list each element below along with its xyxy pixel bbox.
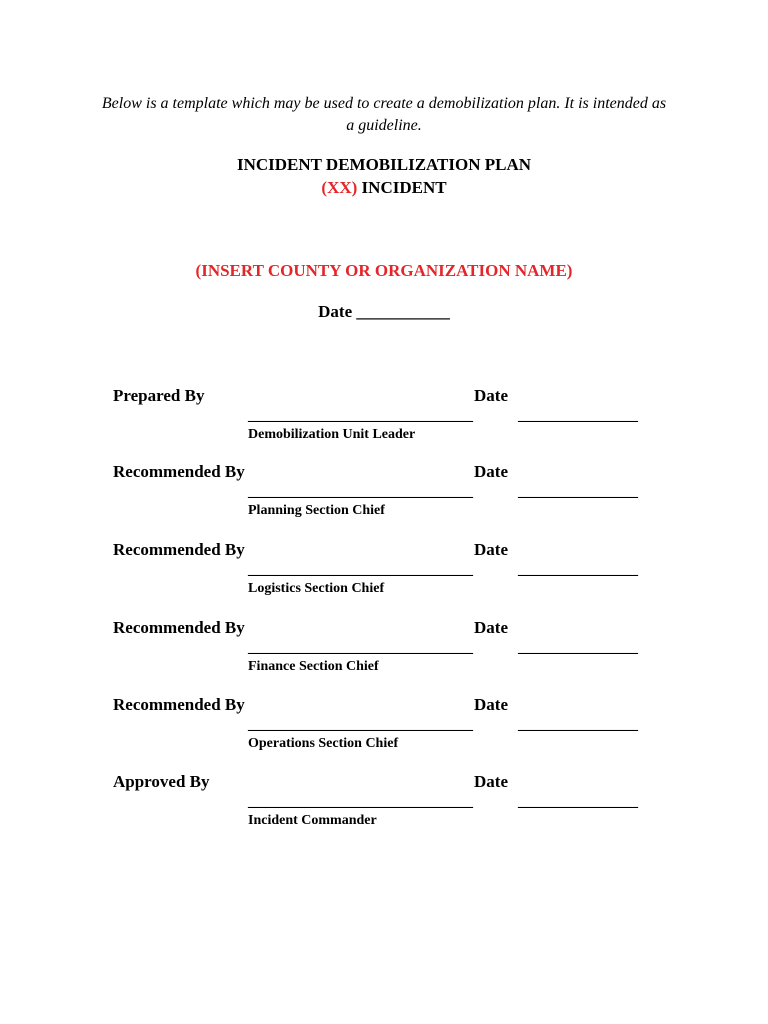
organization-placeholder: (INSERT COUNTY OR ORGANIZATION NAME) [195,261,573,280]
signature-line: ______________________________ [248,640,473,656]
date-label: Date [474,386,508,405]
signer-role: Incident Commander [248,813,377,828]
signature-label: Recommended By [113,695,245,714]
signature-line: ______________________________ [248,408,473,424]
signature-label: Prepared By [113,386,205,405]
signer-role: Finance Section Chief [248,659,379,674]
date-blank-line: ________________ [518,640,638,656]
date-blank-line: ________________ [518,562,638,578]
date-blank-line: ________________ [518,484,638,500]
signer-role: Planning Section Chief [248,503,385,518]
signature-label: Recommended By [113,618,245,637]
date-label: Date [474,695,508,714]
plan-title: INCIDENT DEMOBILIZATION PLAN [236,155,532,174]
signature-line: ______________________________ [248,717,473,733]
date-blank-line: ________________ [518,717,638,733]
signer-role: Operations Section Chief [248,736,399,751]
signature-label: Recommended By [113,540,245,559]
date-label: Date [474,772,508,791]
incident-placeholder: (XX) [321,178,358,197]
signer-role: Logistics Section Chief [248,581,385,596]
date-blank-line: ________________ [518,408,638,424]
intro-text: Below is a template which may be used to create a demobilization plan. It is intended as a guideline. [101,95,667,134]
date-label: Date [474,462,508,481]
plan-date-line: Date ___________ [318,302,450,321]
signature-label: Recommended By [113,462,245,481]
incident-word: INCIDENT [357,178,447,197]
date-label: Date [474,618,508,637]
incident-line [0,178,768,198]
date-label: Date [474,540,508,559]
signer-role: Demobilization Unit Leader [248,427,416,442]
date-blank-line: ________________ [518,794,638,810]
signature-line: ______________________________ [248,484,473,500]
signature-line: ______________________________ [248,794,473,810]
signature-label: Approved By [113,772,210,791]
signature-line: ______________________________ [248,562,473,578]
